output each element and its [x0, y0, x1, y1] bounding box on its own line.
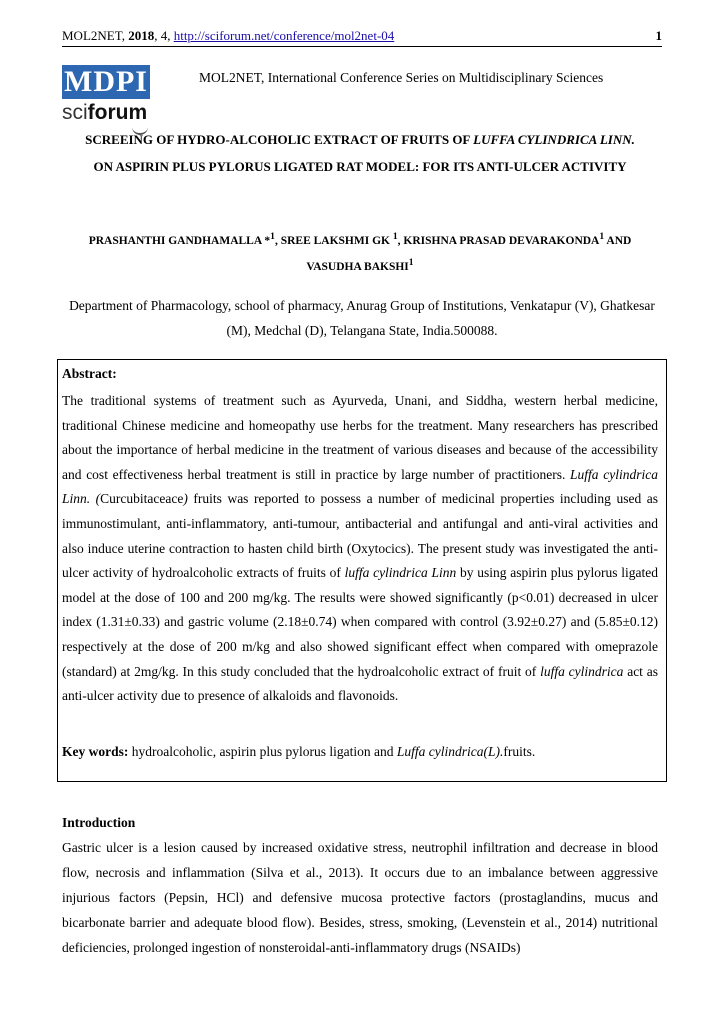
abstract-species: Luffa cylindrica Linn. ( [62, 466, 658, 507]
abstract-species: luffa cylindrica [540, 663, 624, 679]
paper-title [80, 126, 640, 180]
title-part-1: SCREEING OF HYDRO-ALCOHOLIC EXTRACT OF FRUITS OF [85, 132, 474, 147]
journal-name: MOL2NET, [62, 28, 125, 43]
abstract-segment: Curcubitaceace [100, 491, 184, 507]
author-1-affil: 1 [270, 231, 275, 242]
keywords-tail: fruits. [503, 744, 536, 759]
keywords-label: Key words: [62, 744, 129, 759]
keywords-species: Luffa cylindrica(L). [396, 744, 504, 759]
page-number: 1 [655, 28, 662, 43]
abstract-species: luffa cylindrica Linn [344, 565, 457, 581]
abstract-heading: Abstract: [62, 366, 117, 381]
author-3-affil: 1 [599, 231, 605, 242]
running-head [62, 28, 662, 47]
conference-series: MOL2NET, International Conference Series on Multidisciplinary Sciences [199, 70, 604, 85]
abstract-italic: ) [183, 491, 188, 507]
journal-year: 2018 [128, 28, 155, 43]
introduction-heading: Introduction [62, 815, 136, 830]
mdpi-logo-text: MDPI [62, 65, 150, 99]
author-4: AND VASUDHA BAKSHI [306, 234, 632, 273]
keywords [62, 744, 658, 760]
sciforum-logo-forum: forum [87, 101, 148, 124]
keywords-text: hydroalcoholic, aspirin plus pylorus ligation and [128, 744, 397, 759]
sciforum-logo-sci: sci [62, 101, 88, 124]
author-2: , SREE LAKSHMI GK [274, 234, 393, 247]
abstract-segment: fruits was reported to possess a number of medicinal properties including used as immunostimulant, anti-inflammatory, anti-tumour, antibacterial and antifungal and anti-viral activities and also induce uterine contraction to hasten child birth (Oxytocics). The present study was investigated the anti-ulcer activity of hydroalcoholic extracts of fruits of [62, 491, 658, 581]
title-species: LUFFA CYLINDRICA LINN. [473, 132, 635, 147]
affiliation: Department of Pharmacology, school of pharmacy, Anurag Group of Institutions, Venkatapur (V), Ghatkesar (M), Medchal (D), Telangana State, India.500088. [69, 298, 655, 338]
title-part-2: ON ASPIRIN PLUS PYLORUS LIGATED RAT MODEL: FOR ITS ANTI-ULCER ACTIVITY [93, 159, 627, 174]
conference-link[interactable]: http://sciforum.net/conference/mol2net-04 [173, 28, 395, 43]
author-1: PRASHANTHI GANDHAMALLA * [88, 234, 271, 247]
introduction-body: Gastric ulcer is a lesion caused by increased oxidative stress, neutrophil infiltration and decrease in blood flow, necrosis and inflammation (Silva et al., 2013). It occurs due to an imbalance between aggressive injurious factors (Pepsin, HCl) and defensive mucosa protective factors (prostaglandins, mucus and bicarbonate barrier and adequate blood flow). Besides, stress, smoking, (Levenstein et al., 2014) nutritional deficiencies, prolonged ingestion of nonsteroidal-anti-inflammatory drugs (NSAIDs) [62, 840, 658, 955]
sciforum-logo-text [62, 101, 154, 125]
abstract-body [62, 389, 658, 709]
abstract-segment: by using aspirin plus pylorus ligated model at the dose of 100 and 200 mg/kg. The results were showed significantly (p<0.01) decreased in ulcer index (1.31±0.33) and gastric volume (2.18±0.74) when compared with control (3.92±0.27) and (5.85±0.12) respectively at the dose of 200 m/kg and also showed significant effect when compared with omeprazole (standard) at 2mg/kg. In this study concluded that the hydroalcoholic extract of fruit of [62, 565, 658, 679]
author-2-affil: 1 [392, 231, 398, 242]
journal-volume: , 4, [154, 28, 174, 43]
running-head-citation [62, 28, 394, 44]
abstract-segment: The traditional systems of treatment such as Ayurveda, Unani, and Siddha, western herbal medicine, traditional Chinese medicine and homeopathy use herbs for the treatment. Many researchers has prescribed about the importance of herbal medicine in the treatment of various diseases and because of the accessibility and cost effectiveness herbal treatment is still in practice by large number of practitioners. [62, 393, 658, 482]
abstract-segment: act as anti-ulcer activity due to presence of alkaloids and flavonoids. [62, 663, 658, 704]
author-3: , KRISHNA PRASAD DEVARAKONDA [397, 234, 600, 247]
author-list [80, 226, 640, 278]
author-4-affil: 1 [408, 256, 414, 268]
